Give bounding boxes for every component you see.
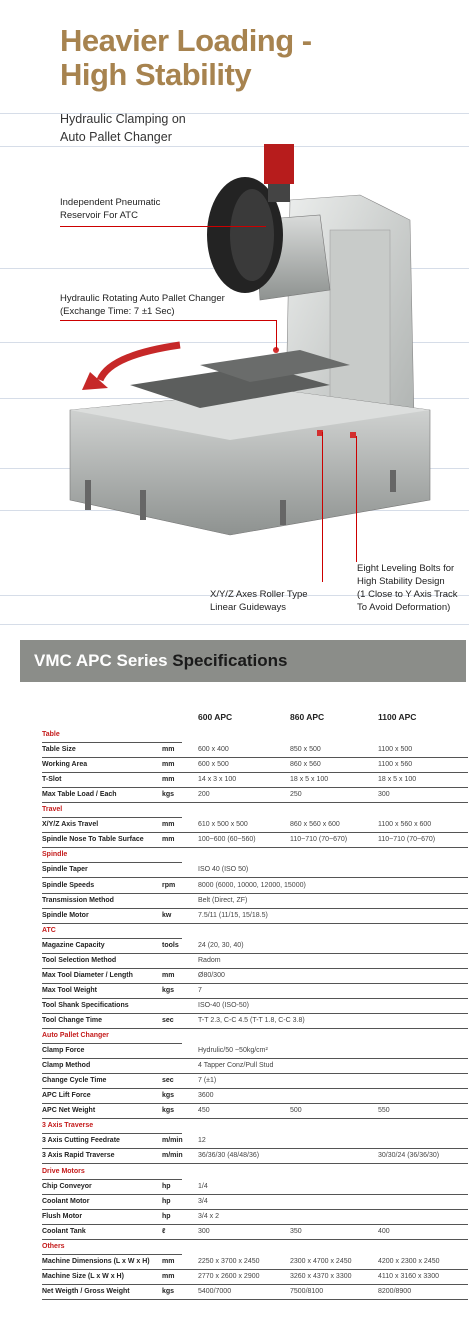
spec-value: 860 x 560 [290,761,321,769]
spec-label: APC Net Weight [42,1107,96,1115]
spec-row [42,939,468,954]
spec-value: 110~710 (70~670) [290,836,348,844]
spec-section-label: Travel [42,806,63,814]
spec-value: 450 [198,1107,210,1115]
spec-value: 2300 x 4700 x 2450 [290,1257,352,1265]
callout-apc-leader-vertical [276,320,277,350]
spec-row [42,1089,468,1104]
spec-unit: mm [162,971,175,979]
spec-value: 14 x 3 x 100 [198,776,237,784]
spec-value: ISO 40 (ISO 50) [198,866,249,874]
spec-section-row [42,1119,468,1134]
spec-row [42,1255,468,1270]
spec-value: 18 x 5 x 100 [378,776,417,784]
spec-section-label: Others [42,1242,65,1250]
spec-label: Coolant Motor [42,1197,90,1205]
spec-row [42,1104,468,1119]
spec-row [42,1210,468,1225]
spec-value: Ø80/300 [198,971,225,979]
spec-row [42,954,468,969]
callout-reservoir-leader [60,226,266,227]
column-header-600: 600 APC [198,712,233,722]
spec-value: 500 [290,1107,302,1115]
spec-value: 610 x 500 x 500 [198,821,248,829]
spec-unit: tools [162,941,179,949]
spec-section-label: Auto Pallet Changer [42,1032,109,1040]
spec-row [42,1149,468,1164]
spec-unit: ℓ [162,1227,166,1235]
spec-label: Working Area [42,761,88,769]
spec-row [42,1059,468,1074]
hero-subtitle-line2: Auto Pallet Changer [60,130,172,144]
spec-value: 1100 x 560 [378,761,413,769]
callout-bolts [357,562,458,614]
spec-section-label: 3 Axis Traverse [42,1122,94,1130]
spec-unit: kgs [162,1107,175,1115]
spec-section-label: Table [42,731,60,738]
spec-label: Max Tool Weight [42,986,97,994]
spec-label: Max Tool Diameter / Length [42,971,133,979]
spec-label: Spindle Speeds [42,881,95,889]
spec-unit: hp [162,1197,171,1205]
spec-row [42,1225,468,1240]
spec-label: Clamp Force [42,1047,85,1055]
spec-value: 8200/8900 [378,1287,412,1295]
hero-title-line1: Heavier Loading - [60,23,312,58]
spec-banner [20,640,466,682]
column-header-860: 860 APC [290,712,325,722]
spec-row [42,1270,468,1285]
spec-value: 7 [198,986,202,994]
spec-table-header [42,712,468,726]
spec-label: Spindle Motor [42,911,89,919]
hero-subtitle-line1: Hydraulic Clamping on [60,112,186,126]
spec-label: Tool Change Time [42,1017,103,1024]
spec-row [42,969,468,984]
spec-row [42,758,468,773]
column-header-1100: 1100 APC [378,712,417,722]
spec-unit: hp [162,1212,171,1220]
spec-value: 3260 x 4370 x 3300 [290,1272,352,1280]
spec-unit: mm [162,776,175,784]
spec-unit: m/min [162,1152,183,1160]
callout-apc [60,292,225,318]
callout-reservoir-line2: Reservoir For ATC [60,210,138,221]
spec-value: 4110 x 3160 x 3300 [378,1272,439,1280]
spec-section-row [42,803,468,818]
spec-label: Spindle Taper [42,866,88,874]
spec-value: 400 [378,1227,390,1235]
spec-label: Net Weigth / Gross Weight [42,1287,130,1295]
spec-banner-title [34,651,288,671]
spec-unit: sec [162,1077,174,1085]
spec-value: 18 x 5 x 100 [290,776,329,784]
spec-label: Tool Selection Method [42,956,117,964]
spec-row [42,1014,468,1029]
spec-value: 1100 x 560 x 600 [378,821,432,829]
spec-unit: hp [162,1182,171,1190]
spec-unit: kgs [162,1287,175,1295]
spec-unit: kgs [162,986,175,994]
spec-label: Spindle Nose To Table Surface [42,836,144,844]
spec-value: 2250 x 3700 x 2450 [198,1257,260,1265]
spec-value: 7500/8100 [290,1287,324,1295]
spec-unit: mm [162,1272,175,1280]
spec-row [42,863,468,878]
callout-reservoir-line1: Independent Pneumatic [60,197,161,208]
spec-row [42,1180,468,1195]
callout-bolts-line2: High Stability Design [357,576,445,587]
spec-value: 12 [198,1137,206,1145]
spec-unit: kw [162,911,172,919]
spec-row [42,743,468,758]
spec-label: Flush Motor [42,1212,83,1220]
callout-guideways-leader [322,432,323,582]
spec-value: 3600 [198,1092,214,1100]
spec-value: 250 [290,791,302,799]
spec-row [42,894,468,909]
spec-label: 3 Axis Cutting Feedrate [42,1137,120,1145]
spec-section-row [42,1165,468,1180]
spec-row [42,818,468,833]
spec-value: Hydrulic/50 ~50kg/cm² [198,1047,268,1055]
spec-label: Machine Dimensions (L x W x H) [42,1257,150,1265]
spec-value: 7 (±1) [198,1077,217,1085]
spec-unit: sec [162,1017,174,1024]
spec-unit: kgs [162,791,175,799]
spec-row [42,773,468,788]
spec-label: X/Y/Z Axis Travel [42,821,99,829]
spec-value: ISO-40 (ISO-50) [198,1001,249,1009]
spec-value: 100~600 (60~560) [198,836,256,844]
spec-label: Transmission Method [42,896,114,904]
spec-row [42,788,468,803]
spec-label: 3 Axis Rapid Traverse [42,1152,115,1160]
spec-value: 600 x 500 [198,761,229,769]
spec-row [42,1074,468,1089]
spec-value: Radom [198,956,221,964]
callout-reservoir [60,196,160,222]
spec-row [42,1195,468,1210]
spec-value: 5400/7000 [198,1287,232,1295]
spec-value: 110~710 (70~670) [378,836,436,844]
spec-section-row [42,848,468,863]
spec-label: Max Table Load / Each [42,791,117,799]
spec-row [42,833,468,848]
callout-bolts-line1: Eight Leveling Bolts for [357,563,455,574]
spec-unit: rpm [162,881,176,889]
spec-label: Magazine Capacity [42,941,105,949]
spec-label: Tool Shank Specifications [42,1001,129,1009]
spec-value: 7.5/11 (11/15, 15/18.5) [198,911,268,919]
spec-value: 3/4 [198,1197,208,1205]
callout-bolts-leader [356,436,357,562]
spec-section-row [42,924,468,939]
spec-value: 300 [198,1227,210,1235]
spec-label: Table Size [42,746,76,754]
callout-bolts-line3: (1 Close to Y Axis Track [357,589,458,600]
spec-unit: mm [162,746,175,754]
spec-banner-part1: VMC APC Series [34,651,173,670]
spec-value: 860 x 560 x 600 [290,821,340,829]
spec-value: 350 [290,1227,302,1235]
spec-unit: mm [162,836,175,844]
spec-value: 4 Tapper Conz/Pull Stud [198,1062,274,1070]
spec-label: Chip Conveyor [42,1182,92,1190]
spec-value: 1/4 [198,1182,208,1190]
hero-title-line2: High Stability [60,57,252,92]
spec-unit: mm [162,1257,175,1265]
spec-section-label: ATC [42,926,56,934]
callout-guideways-line1: X/Y/Z Axes Roller Type [210,589,308,600]
spec-value: 1100 x 500 [378,746,413,754]
hero-title [60,24,312,92]
spec-row [42,1134,468,1149]
row-divider [42,1299,468,1300]
spec-value: T-T 2.3, C-C 4.5 (T-T 1.8, C-C 3.8) [198,1017,305,1024]
spec-section-label: Drive Motors [42,1167,85,1175]
spec-row [42,999,468,1014]
spec-row [42,984,468,999]
spec-unit: mm [162,761,175,769]
spec-value: 300 [378,791,390,799]
callout-bolts-line4: To Avoid Deformation) [357,602,451,613]
spec-value: 850 x 500 [290,746,321,754]
spec-label: T-Slot [42,776,62,784]
spec-value: 550 [378,1107,390,1115]
spec-value: 8000 (6000, 10000, 12000, 15000) [198,881,306,889]
spec-banner-part2: Specifications [172,651,288,670]
spec-value: 600 x 400 [198,746,229,754]
spec-unit: kgs [162,1092,175,1100]
spec-section-row [42,728,468,743]
spec-unit: m/min [162,1137,183,1145]
callout-apc-line2: (Exchange Time: 7 ±1 Sec) [60,306,175,317]
spec-value: 2770 x 2600 x 2900 [198,1272,260,1280]
callout-apc-line1: Hydraulic Rotating Auto Pallet Changer [60,293,225,304]
spec-label: Coolant Tank [42,1227,86,1235]
callout-apc-leader [60,320,276,321]
spec-value: 4200 x 2300 x 2450 [378,1257,440,1265]
spec-row [42,1285,468,1300]
spec-value: 30/30/24 (36/36/30) [378,1152,440,1160]
guide-line [0,624,469,625]
callout-guideways-line2: Linear Guideways [210,602,287,613]
callout-guideways [210,588,308,614]
spec-label: APC Lift Force [42,1092,91,1100]
spec-value: 36/36/30 (48/48/36) [198,1152,260,1160]
spec-label: Clamp Method [42,1062,91,1070]
spec-unit: mm [162,821,175,829]
spec-value: 200 [198,791,210,799]
spec-label: Change Cycle Time [42,1077,107,1085]
spec-row [42,879,468,894]
spec-value: 3/4 x 2 [198,1212,220,1220]
spec-row [42,1044,468,1059]
spec-label: Machine Size (L x W x H) [42,1272,124,1280]
spec-row [42,909,468,924]
spec-section-label: Spindle [42,851,68,859]
spec-section-row [42,1029,468,1044]
spec-section-row [42,1240,468,1255]
spec-value: 24 (20, 30, 40) [198,941,244,949]
spec-value: Belt (Direct, ZF) [198,896,248,904]
